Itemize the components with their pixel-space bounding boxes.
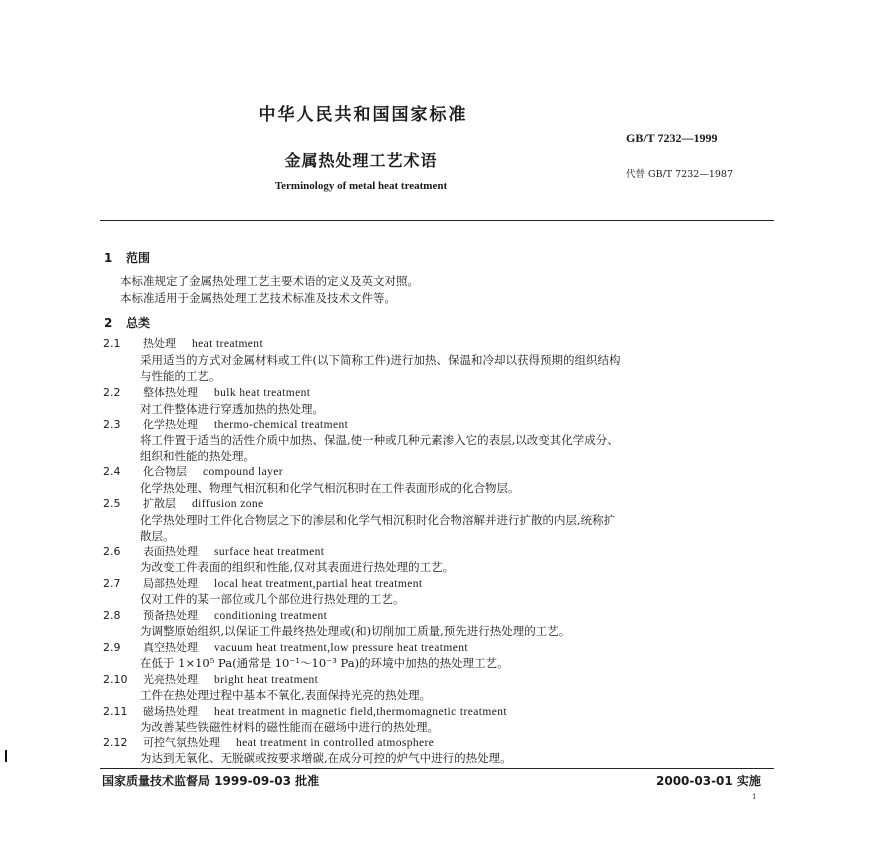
document-title: 金属热处理工艺术语 <box>284 151 438 170</box>
document-title-english: Terminology of metal heat treatment <box>274 180 448 192</box>
term-definition: 工件在热处理过程中基本不氧化,表面保持光亮的热处理。 <box>140 688 432 702</box>
national-standard-heading: 中华人民共和国国家标准 <box>258 105 468 125</box>
term-english: heat treatment in magnetic field,thermomagnetic treatment <box>214 706 507 718</box>
term-chinese: 光亮热处理 <box>143 673 198 686</box>
term-definition: 与性能的工艺。 <box>140 369 221 383</box>
term-entry <box>103 703 507 719</box>
term-english: bright heat treatment <box>214 674 319 686</box>
term-english: local heat treatment,partial heat treatment <box>214 578 423 590</box>
term-number: 2.2 <box>103 386 121 399</box>
approval-date: 国家质量技术监督局 1999-09-03 批准 <box>102 774 320 788</box>
term-definition: 仅对工件的某一部位或几个部位进行热处理的工艺。 <box>140 592 405 606</box>
term-chinese: 扩散层 <box>143 497 176 510</box>
term-entry <box>103 671 318 687</box>
term-entry <box>103 607 327 623</box>
term-definition: 为改善某些铁磁性材料的磁性能而在磁场中进行的热处理。 <box>140 720 439 734</box>
term-number: 2.8 <box>103 609 121 622</box>
term-english: compound layer <box>203 466 284 478</box>
paragraph: 本标准规定了金属热处理工艺主要术语的定义及英文对照。 <box>120 274 419 288</box>
term-chinese: 预备热处理 <box>143 609 198 622</box>
term-definition: 对工件整体进行穿透加热的热处理。 <box>140 402 324 416</box>
term-entry <box>103 543 324 559</box>
term-entry <box>103 495 264 511</box>
term-number: 2.3 <box>103 418 121 431</box>
term-number: 2.11 <box>103 705 128 718</box>
term-english: surface heat treatment <box>214 546 325 558</box>
term-entry <box>103 639 468 655</box>
term-english: bulk heat treatment <box>214 387 311 399</box>
term-definition: 在低于 1×10⁵ Pa(通常是 10⁻¹～10⁻³ Pa)的环境中加热的热处理工艺。 <box>140 656 509 670</box>
term-entry <box>103 384 310 400</box>
term-definition: 为达到无氧化、无脱碳或按要求增碳,在成分可控的炉气中进行的热处理。 <box>140 751 512 765</box>
term-definition: 化学热处理时工件化合物层之下的渗层和化学气相沉积时化合物溶解并进行扩散的内层,统称扩 <box>140 513 616 527</box>
term-english: thermo-chemical treatment <box>214 419 349 431</box>
term-number: 2.4 <box>103 465 121 478</box>
implementation-date: 2000-03-01 实施 <box>656 774 761 788</box>
term-entry <box>103 416 348 432</box>
footer-divider <box>100 768 774 769</box>
term-number: 2.12 <box>103 736 128 749</box>
page-number: 1 <box>752 793 757 801</box>
term-number: 2.10 <box>103 673 128 686</box>
term-english: diffusion zone <box>192 498 264 510</box>
term-english: conditioning treatment <box>214 610 328 622</box>
term-number: 2.5 <box>103 497 121 510</box>
term-english: heat treatment in controlled atmosphere <box>236 737 435 749</box>
term-chinese: 可控气氛热处理 <box>143 736 220 749</box>
term-definition: 将工件置于适当的活性介质中加热、保温,使一种或几种元素渗入它的表层,以改变其化学成分、 <box>140 433 619 447</box>
section-title: 范围 <box>126 251 151 265</box>
term-definition: 采用适当的方式对金属材料或工件(以下简称工件)进行加热、保温和冷却以获得预期的组织结构 <box>140 353 621 367</box>
section-title: 总类 <box>126 316 151 330</box>
section-heading <box>104 249 150 266</box>
term-english: heat treatment <box>192 338 264 350</box>
term-chinese: 局部热处理 <box>143 577 198 590</box>
term-entry <box>103 335 263 351</box>
paragraph: 本标准适用于金属热处理工艺技术标准及技术文件等。 <box>120 291 396 305</box>
term-definition: 组织和性能的热处理。 <box>140 449 255 463</box>
term-number: 2.9 <box>103 641 121 654</box>
scan-edge-mark <box>5 750 7 762</box>
standard-number: GB/T 7232—1999 <box>626 131 718 145</box>
term-entry <box>103 575 422 591</box>
term-definition: 为改变工件表面的组织和性能,仅对其表面进行热处理的工艺。 <box>140 560 455 574</box>
term-entry <box>103 463 283 479</box>
term-chinese: 化学热处理 <box>143 418 198 431</box>
term-english: vacuum heat treatment,low pressure heat treatment <box>214 642 468 654</box>
term-definition: 散层。 <box>140 529 175 543</box>
section-heading <box>104 314 150 331</box>
term-entry <box>103 734 434 750</box>
term-chinese: 热处理 <box>143 337 176 350</box>
term-definition: 化学热处理、物理气相沉积和化学气相沉积时在工件表面形成的化合物层。 <box>140 481 520 495</box>
term-number: 2.1 <box>103 337 121 350</box>
replaces-standard: 代替 GB/T 7232—1987 <box>626 169 734 180</box>
term-chinese: 真空热处理 <box>143 641 198 654</box>
header-divider <box>100 220 774 221</box>
term-chinese: 化合物层 <box>143 465 187 478</box>
term-definition: 为调整原始组织,以保证工件最终热处理或(和)切削加工质量,预先进行热处理的工艺。 <box>140 624 571 638</box>
term-chinese: 表面热处理 <box>143 545 198 558</box>
term-number: 2.7 <box>103 577 121 590</box>
term-number: 2.6 <box>103 545 121 558</box>
term-chinese: 磁场热处理 <box>143 705 198 718</box>
section-number: 2 <box>104 316 113 330</box>
section-number: 1 <box>104 251 113 265</box>
term-chinese: 整体热处理 <box>143 386 198 399</box>
